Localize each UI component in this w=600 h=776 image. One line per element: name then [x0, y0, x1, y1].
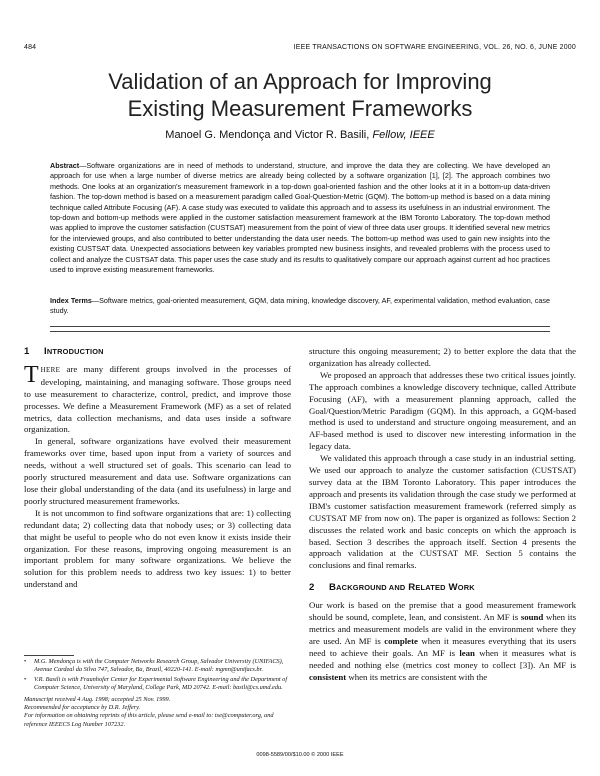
footnote-reprints: For information on obtaining reprints of this article, please send e-mail to: tse@computer.org, and reference IEEECS Log Number 107232.	[24, 712, 274, 728]
author-fellow: Fellow, IEEE	[372, 129, 435, 141]
section-2-number: 2	[309, 582, 315, 594]
author-names: Manoel G. Mendonça and Victor R. Basili,	[165, 129, 370, 141]
footnote-received: Manuscript received 4 Aug. 1998; accepted 25 Nov. 1999.	[24, 695, 171, 703]
footnote-rule	[24, 655, 74, 656]
right-column	[309, 346, 576, 683]
paper-title	[30, 68, 570, 122]
copyright-line: 0098-5589/00/$10.00 © 2000 IEEE	[256, 752, 344, 758]
bullet-icon: •	[24, 658, 27, 665]
intro-paragraph-3: It is not uncommon to find software organizations that are: 1) collecting redundant data; 2) collecting data that nobody uses; or 3) collecting data that might be useful to people who do not even know it exists inside their organization. For these reasons, improving ongoing measurement is an important problem for many software organizations. We believe the solution for this problem needs to address two key issues: 1) to better understand and	[24, 507, 291, 590]
footnotes	[24, 658, 291, 729]
drop-cap: T	[24, 361, 39, 388]
right-paragraph-3: We validated this approach through a case study in an industrial setting. We used our approach to analyze the customer satisfaction (CUSTSAT) survey data at the IBM Toronto Laboratory. This paper introduces the approach and presents its validation through the case study we performed at IBM's customer satisfaction measurement framework (referred simply as CUSTSAT MF from now on). The paper is organized as follows: Section 2 discusses the related work and basic concepts on which the approach is based. Section 3 describes the approach itself. Section 4 presents the approach validation at the CUSTSAT MF. Section 5 contains the conclusions and final remarks.	[309, 453, 576, 571]
abstract-rule	[50, 326, 550, 327]
bullet-icon: •	[24, 675, 27, 683]
right-paragraph-2: We proposed an approach that addresses these two critical issues jointly. The approach combines a knowledge discovery technique, called Attribute Focusing (AF), with a measurement planning approach, called the Goal/Question/Metric Paradigm (GQM). In this approach, a GQM-based method is used to understand and structure ongoing measurement, and an AF-based method is used to discover new interesting information in the legacy data.	[309, 369, 576, 452]
title-line-2: Existing Measurement Frameworks	[127, 96, 473, 121]
page-number: 484	[24, 44, 37, 51]
running-head: IEEE TRANSACTIONS ON SOFTWARE ENGINEERING, VOL. 26, NO. 6, JUNE 2000	[293, 44, 576, 51]
index-terms	[50, 296, 550, 317]
index-terms-text: —Software metrics, goal-oriented measurement, GQM, data mining, knowledge discovery, AF, experimental validation, method evaluation, case study.	[50, 296, 550, 316]
index-terms-label: Index Terms	[50, 296, 92, 305]
section-1-heading: 1 INTRODUCTION	[24, 346, 104, 357]
background-paragraph: Our work is based on the premise that a good measurement framework should be sound, complete, lean, and consistent. An MF is sound when its metrics and measurement models are valid in the environment where they are used. An MF is complete when it measures everything that its users need to achieve their goals. An MF is lean when it measures what is needed and nothing else (metrics cost money to collect [3]). An MF is consistent when its metrics are consistent with the	[309, 600, 577, 682]
footnote-recommended: Recommended for acceptance by D.R. Jeffery.	[24, 704, 141, 712]
intro-paragraph-1: THERE are many different groups involved in the processes of developing, maintaining, and managing software. Those groups need to use measurement to characterize, control, predict, and improve those processes. We define a Measurement Framework (MF) as a set of related metrics, data collection mechanisms, and data uses inside a software organization.	[24, 361, 291, 435]
section-1-number: 1	[24, 346, 30, 357]
abstract-label: Abstract	[50, 161, 80, 170]
footnote-author-1: • M.G. Mendonça is with the Computer Networks Research Group, Salvador University (UNIFACS), Avenue Cardeal da Silva 747, Salvador, Ba, Brazil, 40220-141. E-mail: mgmn@unifacs.br.	[24, 658, 284, 674]
title-line-1: Validation of an Approach for Improving	[108, 69, 492, 94]
left-column	[24, 346, 291, 591]
abstract	[50, 161, 550, 275]
abstract-text: —Software organizations are in need of methods to understand, structure, and improve the data they are collecting. We have developed an approach for use when a large number of diverse metrics are already being collected by a software organization [1], [2]. The approach combines two methods. One looks at an organization's measurement framework in a top-down goal-oriented fashion and the other looks at it in a bottom-up data-driven fashion. The top-down method is based on a measurement paradigm called Goal-Question-Metric (GQM). The bottom-up method is based on a data mining technique called Attribute Focusing (AF). A case study was executed to validate this approach and to assess its usefulness in an industrial environment. The top-down and bottom-up methods were applied in the customer satisfaction measurement framework at the IBM Toronto Laboratory. The top-down method was applied to improve the customer satisfaction (CUSTSAT) measurement from the point of view of three data user groups. It identified several new metrics for the interviewed groups, and also contributed to better understanding the data user needs. The bottom-up method was used to gain new insights into the existing CUSTSAT data. Unexpected associations between key variables prompted new business insights, and revealed problems with the process used to collect and analyze the CUSTSAT data. This paper uses the case study and its results to qualitatively compare our approach against current ad hoc practices used to improve existing measurement frameworks.	[50, 161, 550, 275]
intro-paragraph-2: In general, software organizations have evolved their measurement frameworks over time, based upon input from a variety of sources and needs, without a well structured set of goals. This scenario can lead to poorly structured measurement and data use. Software organizations can lose their global understanding of the data (and its usefulness) in large and poorly structured measurement frameworks.	[24, 436, 291, 506]
right-paragraph-1: structure this ongoing measurement; 2) to better explore the data that the organization has already collected.	[309, 346, 576, 368]
abstract-rule-2	[50, 331, 550, 332]
footnote-author-2: • V.R. Basili is with Fraunhofer Center for Experimental Software Engineering and the Department of Computer Science, University of Maryland, College Park, MD 20742. E-mail: basili@cs.umd.edu.	[24, 675, 288, 692]
section-2-heading: 2 BACKGROUND AND RELATED WORK	[309, 582, 475, 594]
author-line	[30, 129, 570, 141]
